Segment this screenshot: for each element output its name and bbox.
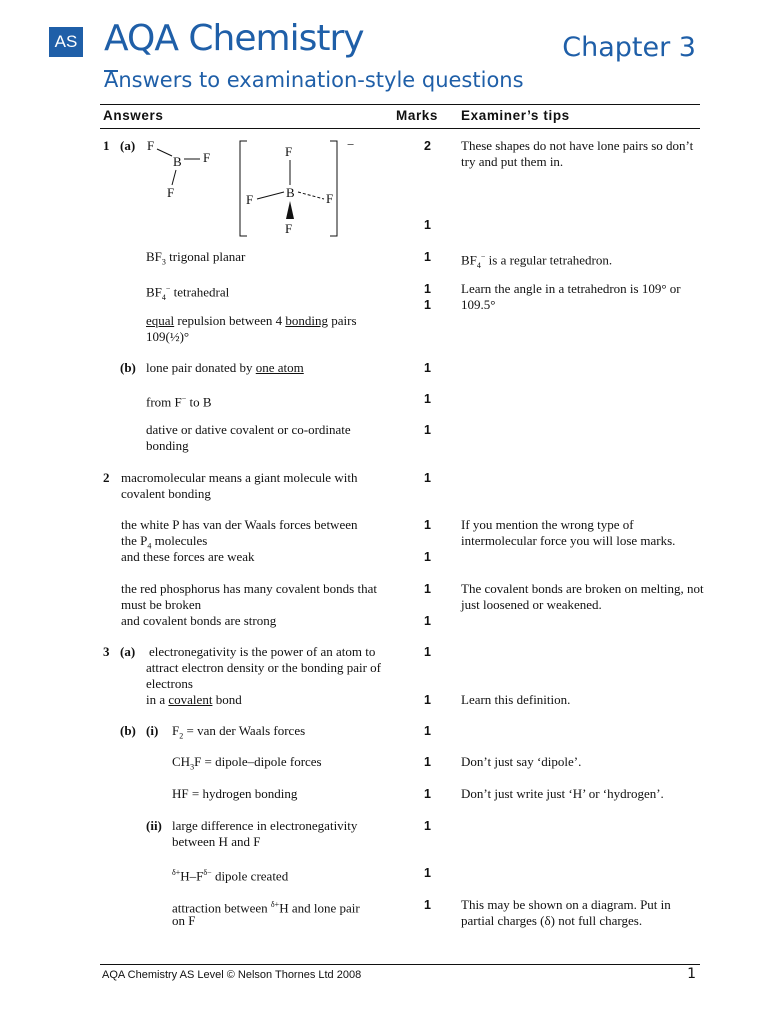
bf4-atom-f-left: F (246, 192, 254, 207)
q1-lone-pair-mark: 1 (424, 361, 431, 375)
q3-en-mark: 1 (424, 645, 431, 659)
bf4-bond-wedge (286, 201, 294, 219)
q3-hf-mark: 1 (424, 787, 431, 801)
q3-f2-mark: 1 (424, 724, 431, 738)
level-badge: AS (49, 27, 83, 57)
q1-tip-tetrahedron: $BF_4^-$ is a regular tetrahedron. (461, 252, 613, 270)
q3-tip-partial: This may be shown on a diagram. Put in partial charges (δ) not full charges. (461, 897, 671, 928)
q3-part-a: (a) (120, 644, 136, 659)
bf4-atom-f-right: F (326, 191, 334, 206)
bf3-atom-b: B (173, 154, 182, 169)
bf3-bond-1 (157, 149, 172, 156)
brand-logo: AQA Chemistry (104, 18, 364, 59)
q2-number: 2 (103, 470, 110, 485)
q1-repulsion-answer: equal repulsion between 4 bonding pairs (146, 313, 357, 328)
q1-diagram-mark-1: 2 (424, 139, 431, 153)
q3-large-mark: 1 (424, 819, 431, 833)
q2-tip-wrong: If you mention the wrong type of intermolecular force you will lose marks. (461, 517, 676, 548)
q1-lone-pair-answer: lone pair donated by one atom (146, 360, 304, 375)
q1-number: 1 (103, 138, 110, 153)
q1-bf3-answer: $BF_3$ trigonal planar (146, 249, 246, 267)
q1-bf4-answer: $BF_4^-$ tetrahedral (146, 284, 230, 302)
q2-macro-answer: macromolecular means a giant molecule with covalent bonding (121, 470, 358, 501)
footer-copyright: AQA Chemistry AS Level © Nelson Thornes Ltd 2008 (102, 969, 362, 981)
column-marks: Marks (396, 108, 439, 123)
q2-red-mark: 1 (424, 582, 431, 596)
bf4-right-bracket (330, 141, 337, 236)
q2-weak-mark: 1 (424, 550, 431, 564)
q3-ch3f-mark: 1 (424, 755, 431, 769)
bf3-bf4-structure-diagram (140, 135, 370, 240)
q1-angle-mark: 1 (424, 298, 431, 312)
bf4-charge: − (347, 137, 355, 152)
bf4-atom-f-top: F (285, 144, 293, 159)
q2-strong-mark: 1 (424, 614, 431, 628)
bf4-bond-left (257, 192, 284, 199)
q3-dipole-answer: $^{\delta+}H-F^{\delta-}$ dipole created (172, 868, 289, 884)
q3-covalent-answer: in a covalent bond (146, 692, 242, 707)
q1-bf4-mark: 1 (424, 282, 431, 296)
q1-part-b: (b) (120, 360, 136, 375)
q1-tip-angle: Learn the angle in a tetrahedron is 109° or 109.5° (461, 281, 681, 312)
q3-f2-answer: $F_2$ = van der Waals forces (172, 723, 306, 741)
bf4-atom-b: B (286, 185, 295, 200)
bf3-atom-f1: F (147, 138, 155, 153)
q3-hf-answer: HF = hydrogen bonding (172, 786, 298, 801)
q3-part-b-i: (i) (146, 723, 159, 738)
q2-white-answer-2: the $P_4$ molecules (121, 533, 208, 551)
header-bottom-rule (100, 128, 700, 129)
bf3-bond-3 (172, 170, 176, 185)
q3-tip-dipole: Don’t just say ‘dipole’. (461, 754, 582, 769)
q1-bf3-mark: 1 (424, 250, 431, 264)
bf3-atom-f2: F (203, 150, 211, 165)
q1-angle-answer: 109(½)° (146, 329, 190, 344)
q3-attraction-mark: 1 (424, 898, 431, 912)
q3-tip-hydrogen: Don’t just write just ‘H’ or ‘hydrogen’. (461, 786, 664, 801)
q3-part-b: (b) (120, 723, 136, 738)
q2-white-answer: the white P has van der Waals forces between (121, 517, 358, 532)
bf4-bond-dashed (298, 192, 324, 199)
q3-part-b-ii: (ii) (146, 818, 162, 833)
q3-covalent-mark: 1 (424, 693, 431, 707)
q3-dipole-mark: 1 (424, 866, 431, 880)
q2-macro-mark: 1 (424, 471, 431, 485)
footer-rule (100, 964, 700, 965)
q1-dative-answer: dative or dative covalent or co-ordinate bonding (146, 422, 351, 453)
q2-tip-broken: The covalent bonds are broken on melting, not just loosened or weakened. (461, 581, 704, 612)
q3-en-answer: electronegativity is the power of an atom to attract electron density or the bonding pair of electrons (146, 644, 382, 691)
bf4-atom-f-bottom: F (285, 221, 293, 236)
q2-white-mark: 1 (424, 518, 431, 532)
header-top-rule (100, 104, 700, 105)
q3-tip-definition: Learn this definition. (461, 692, 571, 707)
page-number: 1 (687, 966, 696, 982)
bf4-left-bracket (240, 141, 247, 236)
q2-weak-answer: and these forces are weak (121, 549, 255, 564)
q1-dative-mark: 1 (424, 423, 431, 437)
chapter-title: Chapter 3 (562, 32, 696, 63)
q2-strong-answer: and covalent bonds are strong (121, 613, 277, 628)
q1-from-answer: from F− to B (146, 394, 212, 410)
q3-ch3f-answer: $CH_3F$ = dipole–dipole forces (172, 754, 322, 772)
q3-number: 3 (103, 644, 110, 659)
bf3-atom-f3: F (167, 185, 175, 200)
q3-attraction-answer: attraction between $^{\delta+}$H and lone pair (172, 900, 360, 916)
q1-from-mark: 1 (424, 392, 431, 406)
page-subtitle: Answers to examination-style questions (104, 68, 524, 92)
q3-large-answer: large difference in electronegativity between H and F (172, 818, 358, 849)
q1-diagram-mark-2: 1 (424, 218, 431, 232)
q2-red-answer: the red phosphorus has many covalent bonds that must be broken (121, 581, 377, 612)
column-answers: Answers (103, 108, 164, 123)
column-tips: Examiner’s tips (461, 108, 570, 123)
q1-tip-shapes: These shapes do not have lone pairs so don’t try and put them in. (461, 138, 694, 169)
q1-part-a: (a) (120, 138, 136, 153)
q3-attraction-answer-2: on F (172, 913, 196, 928)
